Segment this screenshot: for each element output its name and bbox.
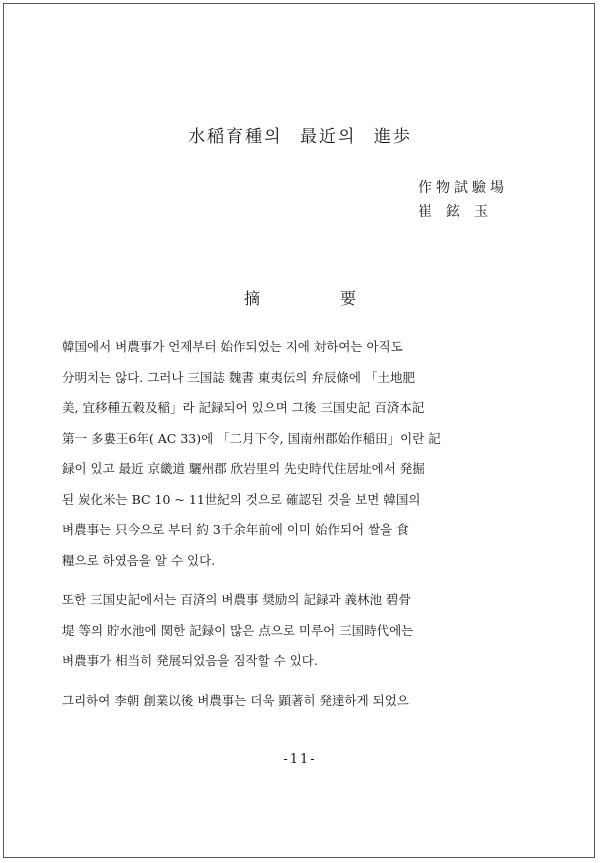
text-line: 堤 等의 貯水池에 関한 記録이 많은 点으로 미루어 三国時代에는	[62, 622, 414, 638]
text-line: 第一 多婁王6年( AC 33)에 「二月下令, 国南州郡始作稲田」이란 記	[62, 430, 441, 446]
text-line: 分明치는 않다. 그러나 三国誌 魏書 東夷伝의 弁辰條에 「土地肥	[62, 369, 415, 385]
text-line: 그리하여 李朝 創業以後 벼農事는 더욱 顕著히 発達하게 되었으	[62, 692, 409, 708]
paragraph-3	[62, 686, 532, 717]
institution-name: 作物試驗場	[418, 180, 508, 196]
text-line: 된 炭化米는 BC 10 ~ 11世紀의 것으로 確認된 것을 보면 韓国의	[62, 491, 421, 507]
text-line: 벼農事는 只今으로 부터 約 3千余年前에 이미 始作되어 쌀을 食	[62, 522, 409, 537]
author-name: 崔鉉玉	[418, 204, 502, 220]
text-line: 벼農事가 相当히 発展되었음을 짐작할 수 있다.	[62, 653, 318, 668]
author-block	[418, 176, 508, 224]
abstract-body	[62, 332, 532, 725]
abstract-heading: 摘要	[243, 289, 436, 308]
text-line: 韓国에서 벼農事가 언제부터 始作되었는 지에 対하여는 아직도	[62, 339, 403, 354]
paragraph-2	[62, 585, 532, 677]
paragraph-1	[62, 332, 532, 576]
text-line: 録이 있고 最近 京畿道 驪州郡 欣岩里의 先史時代住居址에서 発掘	[62, 461, 425, 476]
text-line: 美, 宜移種五穀及稲」라 記録되어 있으며 그後 三国史記 百済本記	[62, 400, 425, 415]
page-number: -11-	[283, 752, 317, 767]
text-line: 糧으로 하였음을 알 수 있다.	[62, 552, 216, 568]
page-title: 水稲育種의 最近의 進歩	[188, 127, 412, 147]
text-line: 또한 三国史記에서는 百済의 벼農事 奨励의 記録과 義林池 碧骨	[62, 592, 411, 607]
